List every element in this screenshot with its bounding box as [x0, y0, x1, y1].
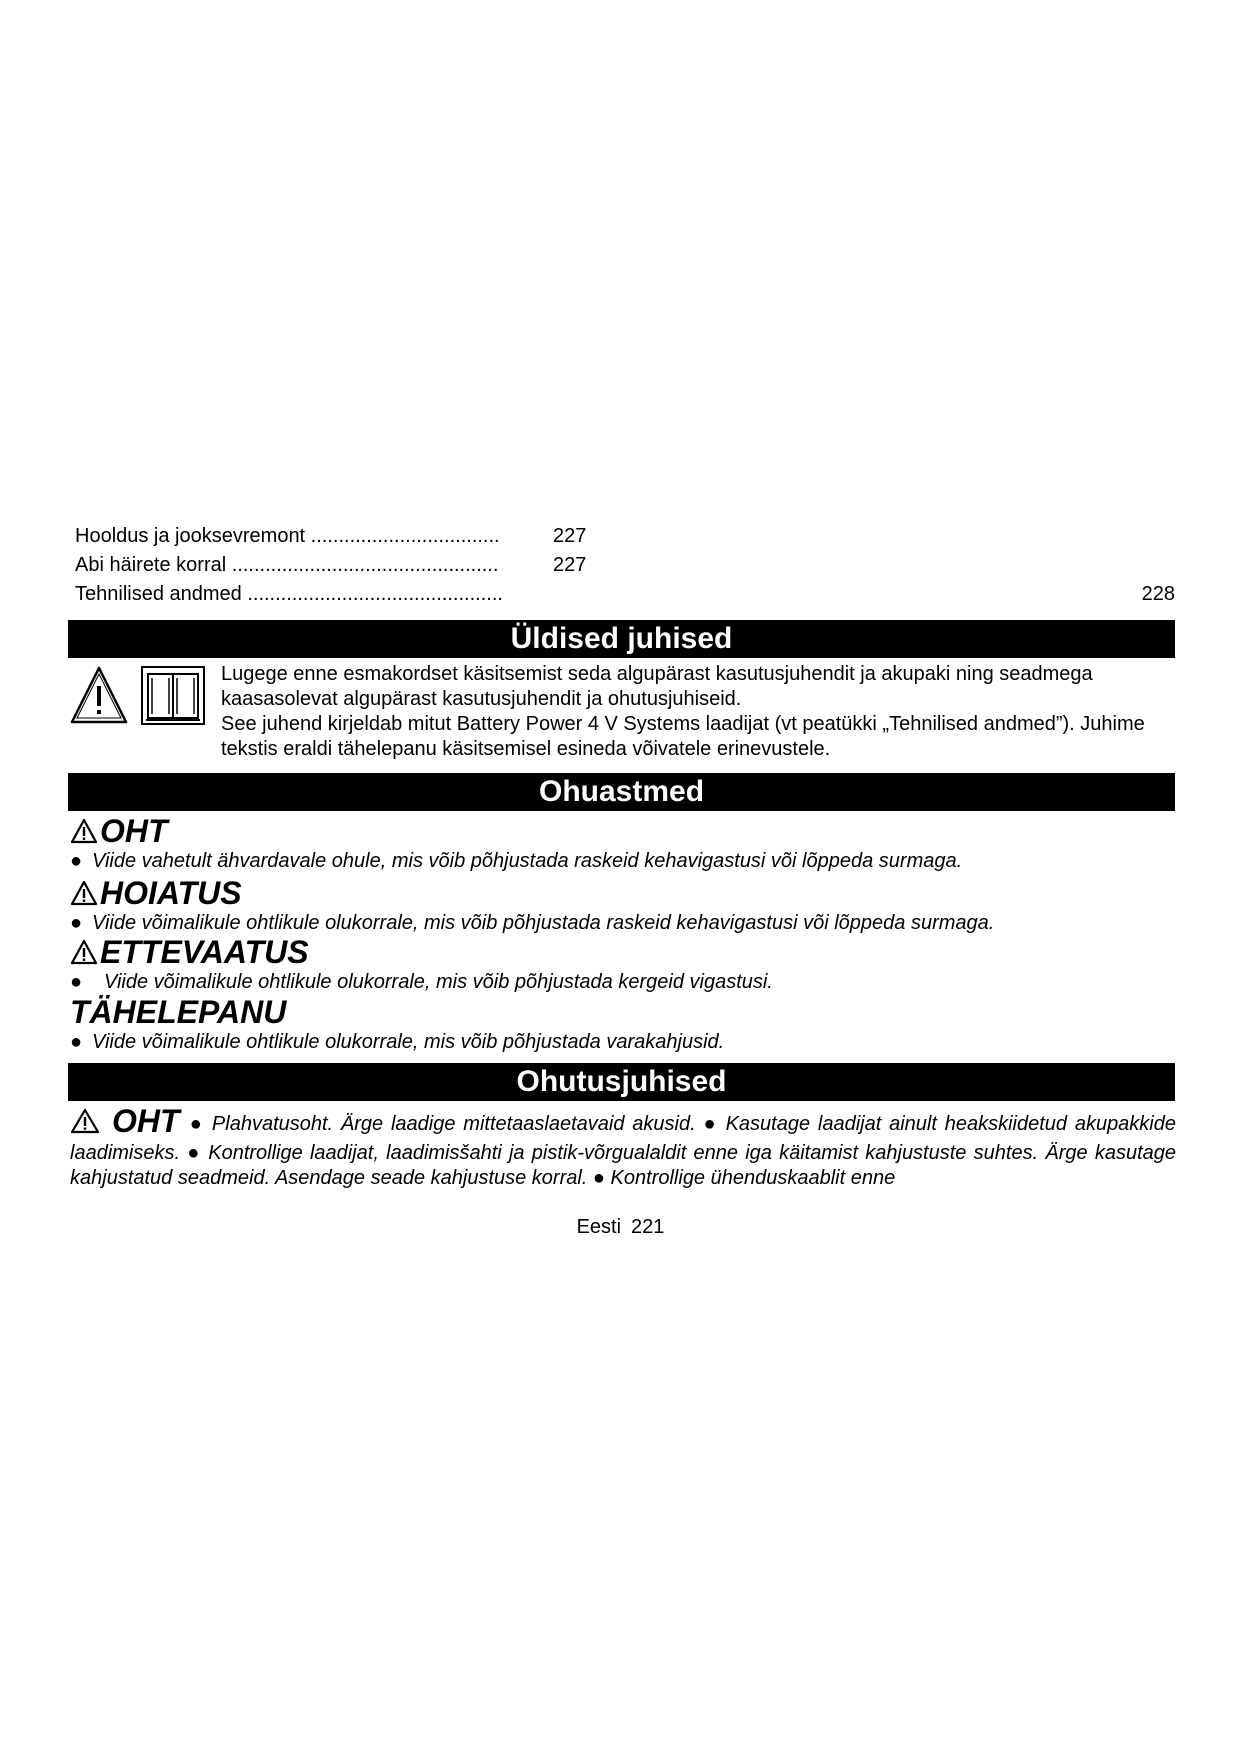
safety-text	[70, 1103, 1176, 1191]
hazard-level-danger	[70, 814, 1190, 874]
warning-triangle-icon	[70, 666, 206, 726]
bullet: ●	[70, 1031, 83, 1053]
safety-lead: OHT	[112, 1103, 180, 1139]
toc-label: Tehnilised andmed ..............................................	[75, 583, 503, 605]
intro-icons	[70, 666, 206, 726]
page-number: 221	[631, 1216, 665, 1238]
toc-row	[75, 580, 1175, 609]
toc-label: Abi häirete korral ................................................	[75, 554, 499, 576]
hazard-label: HOIATUS	[100, 875, 242, 911]
warning-triangle-icon	[70, 818, 98, 844]
section-heading-general: Üldised juhised	[68, 620, 1175, 658]
footer-language: Eesti	[576, 1216, 622, 1238]
intro-text	[221, 662, 1181, 762]
hazard-description: Viide vahetult ähvardavale ohule, mis võib põhjustada raskeid kehavigastusi või lõppeda surmaga.	[92, 850, 963, 872]
hazard-level-caution	[70, 935, 1190, 995]
hazard-level-warning	[70, 876, 1190, 936]
bullet: ●	[70, 971, 83, 993]
bullet: ●	[70, 912, 83, 934]
safety-paragraph: ● Plahvatusoht. Ärge laadige mittetaaslaetavaid akusid. ● Kasutage laadijat ainult heakskiidetud akupakkide laadimiseks. ● Kontrollige laadijat, laadimisšahti ja pistik-võrgualaldit enne iga käitamist kahjustuste suhtes. Ärge kasutage kahjustatud seadmeid. Asendage seade kahjustuse korral. ● Kontrollige ühenduskaablit enne	[70, 1113, 1176, 1189]
toc-row	[75, 522, 1175, 551]
hazard-description: Viide võimalikule ohtlikule olukorrale, mis võib põhjustada varakahjusid.	[92, 1031, 725, 1053]
bullet: ●	[70, 850, 83, 872]
intro-paragraph: Lugege enne esmakordset käsitsemist seda algupärast kasutusjuhendit ja akupaki ning seadmega kaasasolevat algupärast kasutusjuhendit ja ohutusjuhiseid.	[221, 663, 1093, 710]
warning-triangle-icon	[70, 1108, 100, 1134]
intro-paragraph: See juhend kirjeldab mitut Battery Power 4 V Systems laadijat (vt peatükki „Tehnilised andmed”). Juhime tekstis eraldi tähelepanu käsitsemisel esineda võivatele erinevustele.	[221, 713, 1145, 760]
section-heading-hazard-levels: Ohuastmed	[68, 773, 1175, 811]
hazard-label: OHT	[100, 813, 168, 849]
warning-triangle-icon	[70, 880, 98, 906]
toc-page: 227	[553, 525, 587, 547]
table-of-contents	[75, 522, 1175, 609]
hazard-label: TÄHELEPANU	[70, 994, 287, 1030]
hazard-label: ETTEVAATUS	[100, 934, 309, 970]
toc-page: 228	[1141, 583, 1175, 605]
section-heading-safety: Ohutusjuhised	[68, 1063, 1175, 1101]
toc-label: Hooldus ja jooksevremont ..................................	[75, 525, 500, 547]
warning-triangle-icon	[70, 939, 98, 965]
hazard-description: Viide võimalikule ohtlikule olukorrale, mis võib põhjustada kergeid vigastusi.	[104, 971, 773, 993]
toc-page: 227	[553, 554, 587, 576]
toc-row	[75, 551, 1175, 580]
page-footer	[0, 1216, 1241, 1239]
manual-book-icon	[142, 667, 204, 724]
hazard-level-notice	[70, 995, 1190, 1055]
hazard-description: Viide võimalikule ohtlikule olukorrale, mis võib põhjustada raskeid kehavigastusi või lõppeda surmaga.	[92, 912, 995, 934]
